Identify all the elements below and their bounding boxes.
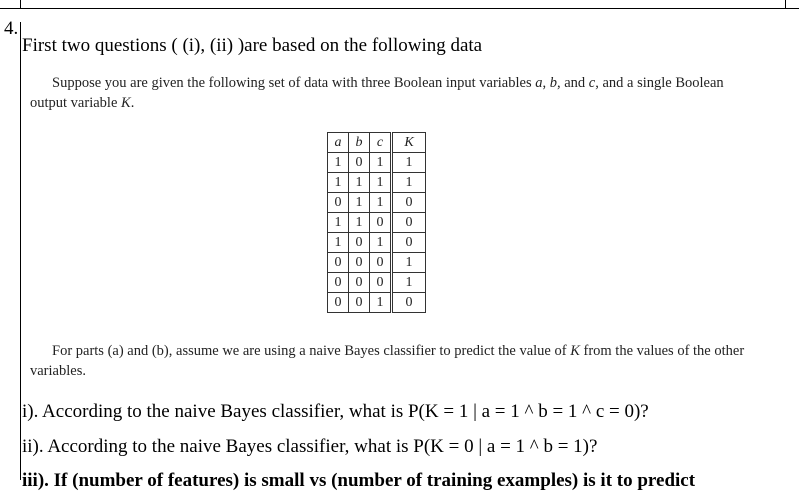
table-cell: 0 bbox=[392, 213, 426, 233]
table-cell: 1 bbox=[349, 193, 370, 213]
table-cell: 1 bbox=[328, 213, 349, 233]
header-a: a bbox=[328, 133, 349, 153]
table-cell: 1 bbox=[370, 193, 392, 213]
parts-note-paragraph: For parts (a) and (b), assume we are using a naive Bayes classifier to predict the value of K from the values of the other variables. bbox=[30, 343, 745, 379]
table-row bbox=[328, 193, 426, 213]
table-cell: 1 bbox=[328, 153, 349, 173]
table-cell: 1 bbox=[392, 173, 426, 193]
table-row bbox=[328, 153, 426, 173]
var-b: b bbox=[549, 75, 557, 91]
table-cell: 0 bbox=[392, 193, 426, 213]
table-cell: 1 bbox=[370, 153, 392, 173]
table-cell: 0 bbox=[392, 293, 426, 313]
table-row bbox=[328, 253, 426, 273]
table-cell: 1 bbox=[349, 213, 370, 233]
var-k: K bbox=[570, 343, 580, 359]
sub-question-ii: ii). According to the naive Bayes classifier, what is P(K = 0 | a = 1 ^ b = 1)? bbox=[22, 436, 598, 457]
table-cell: 0 bbox=[392, 233, 426, 253]
table-cell: 1 bbox=[370, 173, 392, 193]
table-cell: 0 bbox=[349, 273, 370, 293]
truth-table bbox=[327, 132, 426, 313]
header-b: b bbox=[349, 133, 370, 153]
table-cell: 0 bbox=[370, 273, 392, 293]
table-header-row bbox=[328, 133, 426, 153]
table-cell: 1 bbox=[370, 233, 392, 253]
var-c: c bbox=[588, 75, 596, 91]
table-row bbox=[328, 273, 426, 293]
header-k: K bbox=[392, 133, 426, 153]
table-cell: 1 bbox=[370, 293, 392, 313]
table-cell: 0 bbox=[349, 153, 370, 173]
table-cell: 0 bbox=[370, 213, 392, 233]
sub-question-i: i). According to the naive Bayes classifier, what is P(K = 1 | a = 1 ^ b = 1 ^ c = 0)? bbox=[22, 401, 649, 422]
var-a: a bbox=[535, 75, 543, 91]
var-k: K bbox=[121, 95, 131, 111]
table-cell: 1 bbox=[392, 273, 426, 293]
table-cell: 1 bbox=[392, 253, 426, 273]
table-cell: 0 bbox=[349, 233, 370, 253]
table-cell: 0 bbox=[328, 273, 349, 293]
left-cell-border bbox=[20, 0, 21, 8]
question-margin-line bbox=[20, 22, 21, 480]
right-cell-border bbox=[785, 0, 786, 8]
table-row bbox=[328, 293, 426, 313]
table-row bbox=[328, 173, 426, 193]
table-row bbox=[328, 233, 426, 253]
table-cell: 1 bbox=[392, 153, 426, 173]
table-cell: 0 bbox=[349, 253, 370, 273]
question-heading: First two questions ( (i), (ii) )are based on the following data bbox=[22, 35, 483, 56]
question-number: 4. bbox=[4, 18, 19, 39]
table-cell: 0 bbox=[328, 253, 349, 273]
table-cell: 0 bbox=[328, 193, 349, 213]
table-cell: 1 bbox=[328, 233, 349, 253]
table-cell: 0 bbox=[349, 293, 370, 313]
table-cell: 1 bbox=[328, 173, 349, 193]
table-row bbox=[328, 213, 426, 233]
table-cell: 0 bbox=[370, 253, 392, 273]
top-rule bbox=[0, 8, 799, 9]
table-cell: 1 bbox=[349, 173, 370, 193]
table-cell: 0 bbox=[328, 293, 349, 313]
intro-paragraph: Suppose you are given the following set of data with three Boolean input variables a, b, and c, and a single Boolean output variable K. bbox=[30, 75, 724, 111]
header-c: c bbox=[370, 133, 392, 153]
sub-question-iii: iii). If (number of features) is small vs (number of training examples) is it to predict bbox=[22, 470, 696, 491]
